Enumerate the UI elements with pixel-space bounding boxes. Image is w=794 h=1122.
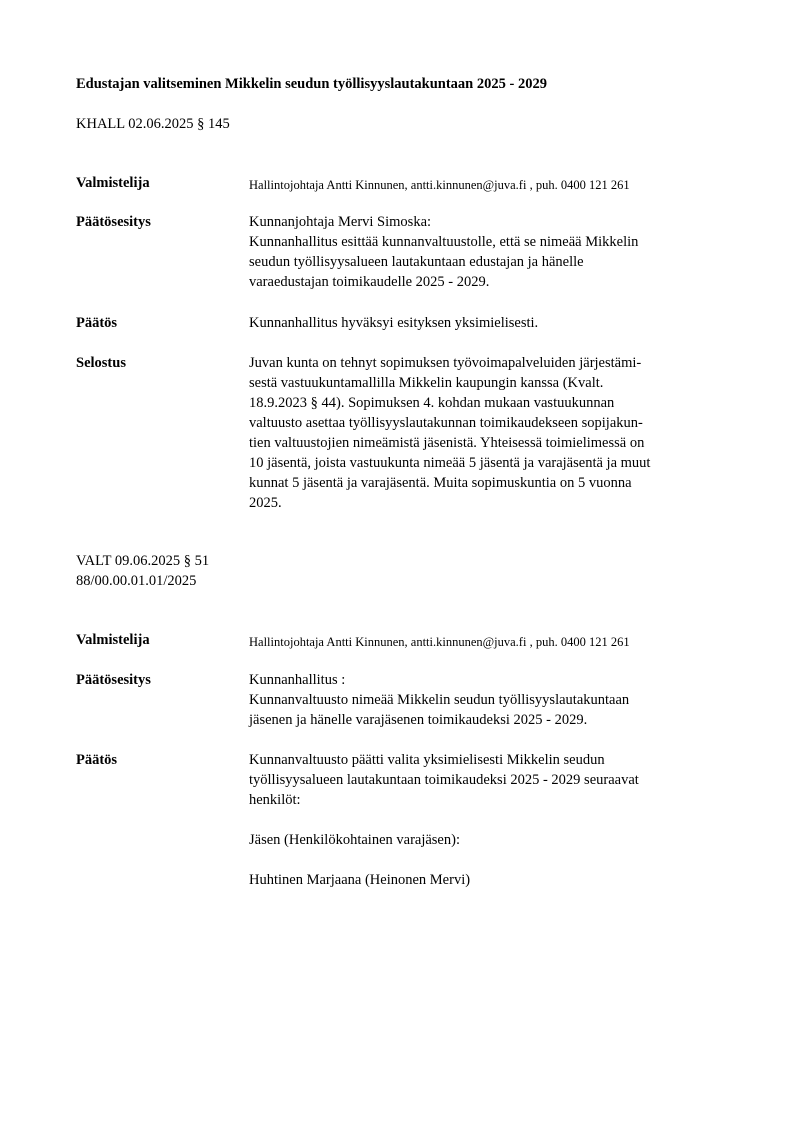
- text-line: 10 jäsentä, joista vastuukunta nimeää 5 jäsentä ja varajäsentä ja muut: [249, 455, 651, 471]
- text-line: Kunnanvaltuusto päätti valita yksimielisesti Mikkelin seudun: [249, 752, 605, 768]
- text-line: Kunnanvaltuusto nimeää Mikkelin seudun työllisyyslautakuntaan: [249, 692, 630, 708]
- text-line: tien valtuustojien nimeämistä jäsenistä. Yhteisessä toimielimessä on: [249, 435, 645, 451]
- khall-reference: KHALL 02.06.2025 § 145: [76, 116, 230, 132]
- paatosesitys-label-1: Päätösesitys: [76, 214, 151, 230]
- paatos-label-1: Päätös: [76, 315, 118, 331]
- text-line: Kunnanhallitus :: [249, 672, 346, 688]
- valmistelija-text-1: Hallintojohtaja Antti Kinnunen, antti.kinnunen@juva.fi , puh. 0400 121 261: [249, 178, 630, 192]
- selostus-text: [249, 353, 734, 513]
- member-entry: Huhtinen Marjaana (Heinonen Mervi): [249, 872, 471, 888]
- paatos-text-1: Kunnanhallitus hyväksyi esityksen yksimielisesti.: [249, 315, 539, 331]
- paatosesitys-label-2: Päätösesitys: [76, 672, 151, 688]
- valmistelija-text-2: Hallintojohtaja Antti Kinnunen, antti.kinnunen@juva.fi , puh. 0400 121 261: [249, 635, 630, 649]
- text-line: Kunnanhallitus esittää kunnanvaltuustolle, että se nimeää Mikkelin: [249, 234, 639, 250]
- text-line: Kunnanjohtaja Mervi Simoska:: [249, 214, 432, 230]
- text-line: kunnat 5 jäsentä ja varajäsentä. Muita sopimuskuntia on 5 vuonna: [249, 475, 632, 491]
- valmistelija-label-2: Valmistelija: [76, 632, 150, 648]
- valt-reference: VALT 09.06.2025 § 51: [76, 553, 210, 569]
- document-title: Edustajan valitseminen Mikkelin seudun työllisyyslautakuntaan 2025 - 2029: [76, 76, 547, 92]
- text-line: seudun työllisyysalueen lautakuntaan edustajan ja hänelle: [249, 254, 584, 270]
- text-line: valtuusto asettaa työllisyyslautakunnan toimikaudekseen sopijakun-: [249, 415, 643, 431]
- paatos-label-2: Päätös: [76, 752, 118, 768]
- paatosesitys-text-2: [249, 670, 734, 730]
- text-line: sestä vastuukuntamallilla Mikkelin kaupungin kanssa (Kvalt.: [249, 375, 604, 391]
- diary-reference: 88/00.00.01.01/2025: [76, 573, 197, 589]
- text-line: työllisyysalueen lautakuntaan toimikaudeksi 2025 - 2029 seuraavat: [249, 772, 639, 788]
- member-heading: Jäsen (Henkilökohtainen varajäsen):: [249, 832, 460, 848]
- text-line: henkilöt:: [249, 792, 301, 808]
- selostus-label: Selostus: [76, 355, 126, 371]
- text-line: jäsenen ja hänelle varajäsenen toimikaudeksi 2025 - 2029.: [249, 712, 588, 728]
- text-line: 2025.: [249, 495, 282, 511]
- paatosesitys-text-1: [249, 212, 734, 292]
- paatos-text-2: [249, 750, 734, 810]
- text-line: 18.9.2023 § 44). Sopimuksen 4. kohdan mukaan vastuukunnan: [249, 395, 615, 411]
- text-line: Juvan kunta on tehnyt sopimuksen työvoimapalveluiden järjestämi-: [249, 355, 642, 371]
- valmistelija-label-1: Valmistelija: [76, 175, 150, 191]
- text-line: varaedustajan toimikaudelle 2025 - 2029.: [249, 274, 490, 290]
